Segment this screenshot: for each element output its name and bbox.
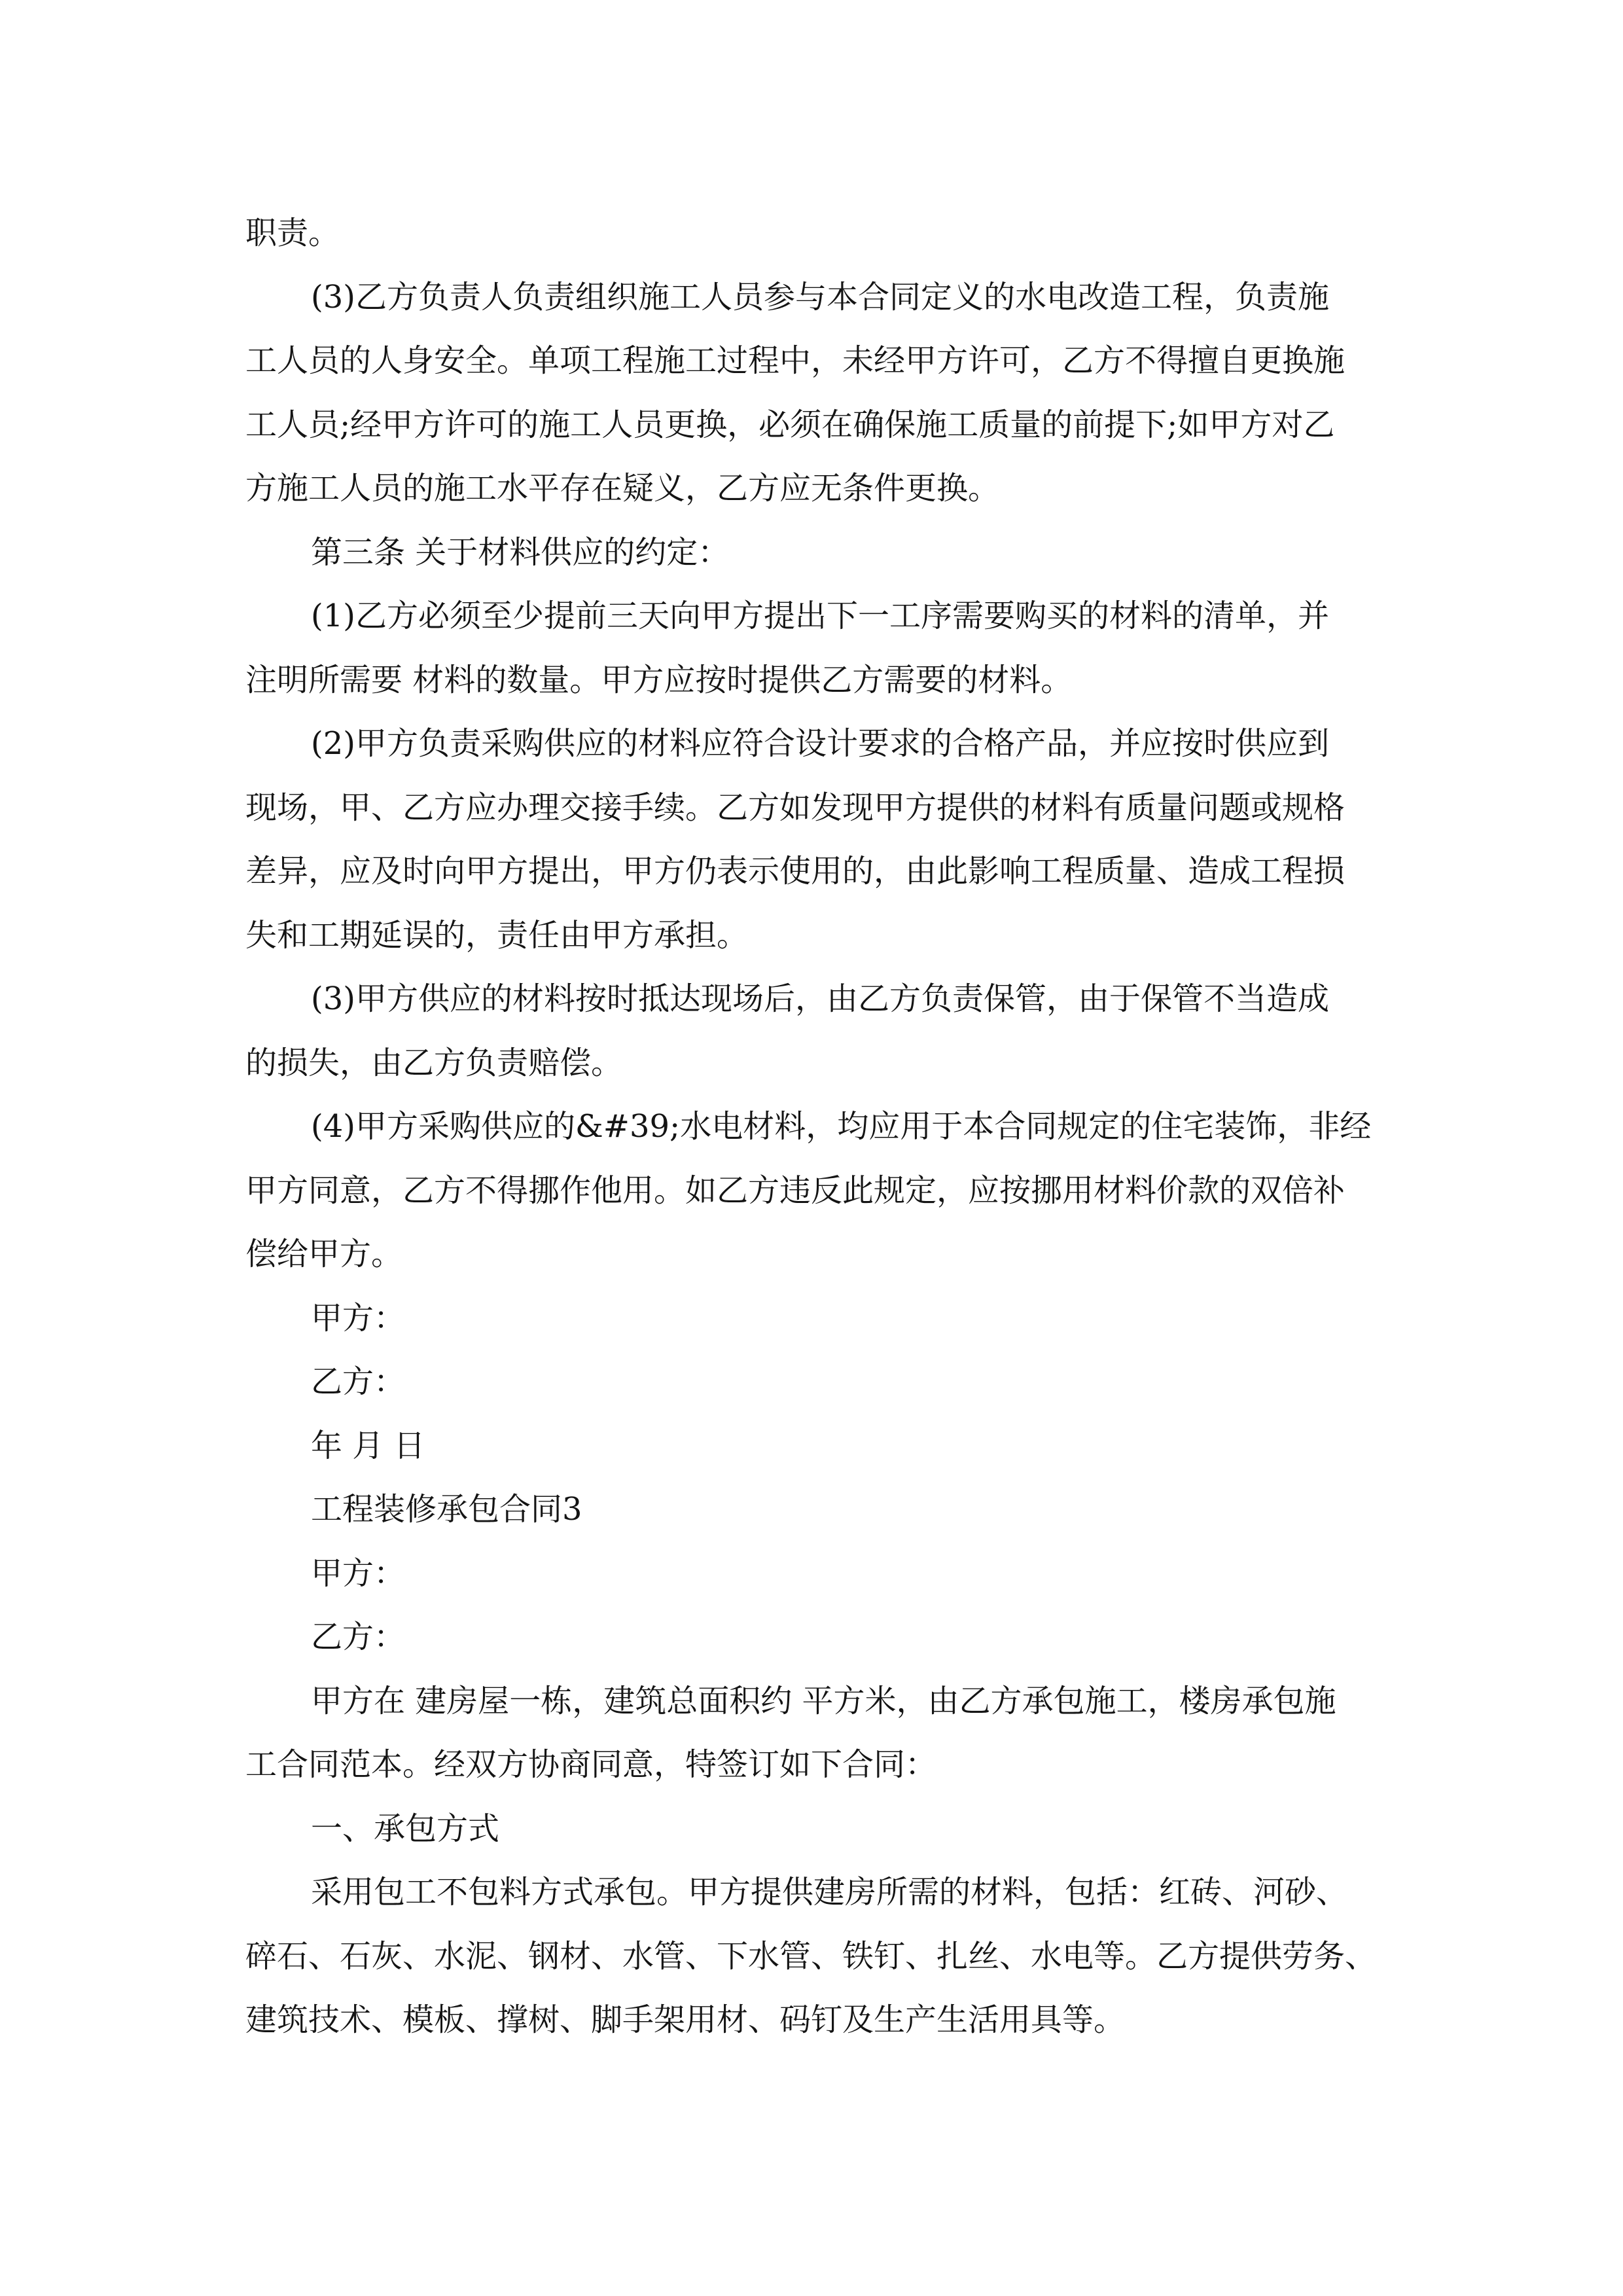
text-line: 工合同范本。经双方协商同意，特签订如下合同： — [245, 1746, 937, 1783]
text-line: 失和工期延误的，责任由甲方承担。 — [245, 916, 749, 954]
paragraph — [245, 584, 1384, 712]
text-line: 差异，应及时向甲方提出，甲方仍表示使用的，由此影响工程质量、造成工程损 — [245, 853, 1346, 889]
paragraph — [245, 1095, 1384, 1287]
paragraph — [245, 266, 1384, 521]
text-line: 甲方在 建房屋一栋，建筑总面积约 平方米，由乙方承包施工，楼房承包施 — [311, 1682, 1336, 1719]
paragraph — [245, 521, 1384, 585]
text-line: 甲方同意，乙方不得挪作他用。如乙方违反此规定，应按挪用材料价款的双倍补 — [245, 1172, 1346, 1209]
text-line: (4)甲方采购供应的&#39;水电材料，均应用于本合同规定的住宅装饰，非经 — [311, 1108, 1372, 1145]
text-line: 第三条 关于材料供应的约定： — [311, 533, 730, 571]
paragraph — [245, 967, 1384, 1095]
paragraph — [245, 1287, 1384, 1351]
text-line: 注明所需要 材料的数量。甲方应按时提供乙方需要的材料。 — [245, 661, 1073, 698]
text-line: 乙方： — [311, 1363, 406, 1400]
paragraph — [245, 1542, 1384, 1606]
text-line: 甲方： — [311, 1299, 406, 1336]
text-line: (3)乙方负责人负责组织施工人员参与本合同定义的水电改造工程，负责施 — [311, 278, 1329, 315]
paragraph — [245, 1350, 1384, 1414]
text-line: (3)甲方供应的材料按时抵达现场后，由乙方负责保管，由于保管不当造成 — [311, 980, 1329, 1017]
text-line: 的损失，由乙方负责赔偿。 — [245, 1044, 623, 1081]
paragraph — [245, 1861, 1384, 2053]
document-page — [245, 202, 1384, 2053]
paragraph — [245, 1797, 1384, 1861]
paragraph — [245, 1670, 1384, 1797]
paragraph — [245, 712, 1384, 967]
text-line: 方施工人员的施工水平存在疑义，乙方应无条件更换。 — [245, 470, 1000, 507]
text-line: 职责。 — [245, 215, 340, 251]
text-line: 乙方： — [311, 1619, 406, 1655]
text-line: 碎石、石灰、水泥、钢材、水管、下水管、铁钉、扎丝、水电等。乙方提供劳务、 — [245, 1937, 1377, 1975]
text-line: 甲方： — [311, 1554, 406, 1592]
text-line: (1)乙方必须至少提前三天向甲方提出下一工序需要购买的材料的清单，并 — [311, 598, 1329, 634]
text-line: 建筑技术、模板、撑树、脚手架用材、码钉及生产生活用具等。 — [245, 2001, 1126, 2038]
text-line: 现场，甲、乙方应办理交接手续。乙方如发现甲方提供的材料有质量问题或规格 — [245, 789, 1346, 826]
paragraph — [245, 202, 1384, 266]
text-line: 偿给甲方。 — [245, 1236, 403, 1272]
text-line: 采用包工不包料方式承包。甲方提供建房所需的材料，包括：红砖、河砂、 — [311, 1874, 1348, 1910]
text-line: 工人员的人身安全。单项工程施工过程中，未经甲方许可，乙方不得擅自更换施 — [245, 342, 1346, 379]
paragraph — [245, 1478, 1384, 1542]
text-line: 年 月 日 — [311, 1427, 425, 1464]
paragraph — [245, 1605, 1384, 1670]
paragraph — [245, 1414, 1384, 1479]
text-line: 工人员;经甲方许可的施工人员更换，必须在确保施工质量的前提下;如甲方对乙 — [245, 406, 1335, 443]
text-line: (2)甲方负责采购供应的材料应符合设计要求的合格产品，并应按时供应到 — [311, 725, 1329, 762]
text-line: 工程装修承包合同3 — [311, 1491, 582, 1528]
text-line: 一、承包方式 — [311, 1810, 500, 1847]
